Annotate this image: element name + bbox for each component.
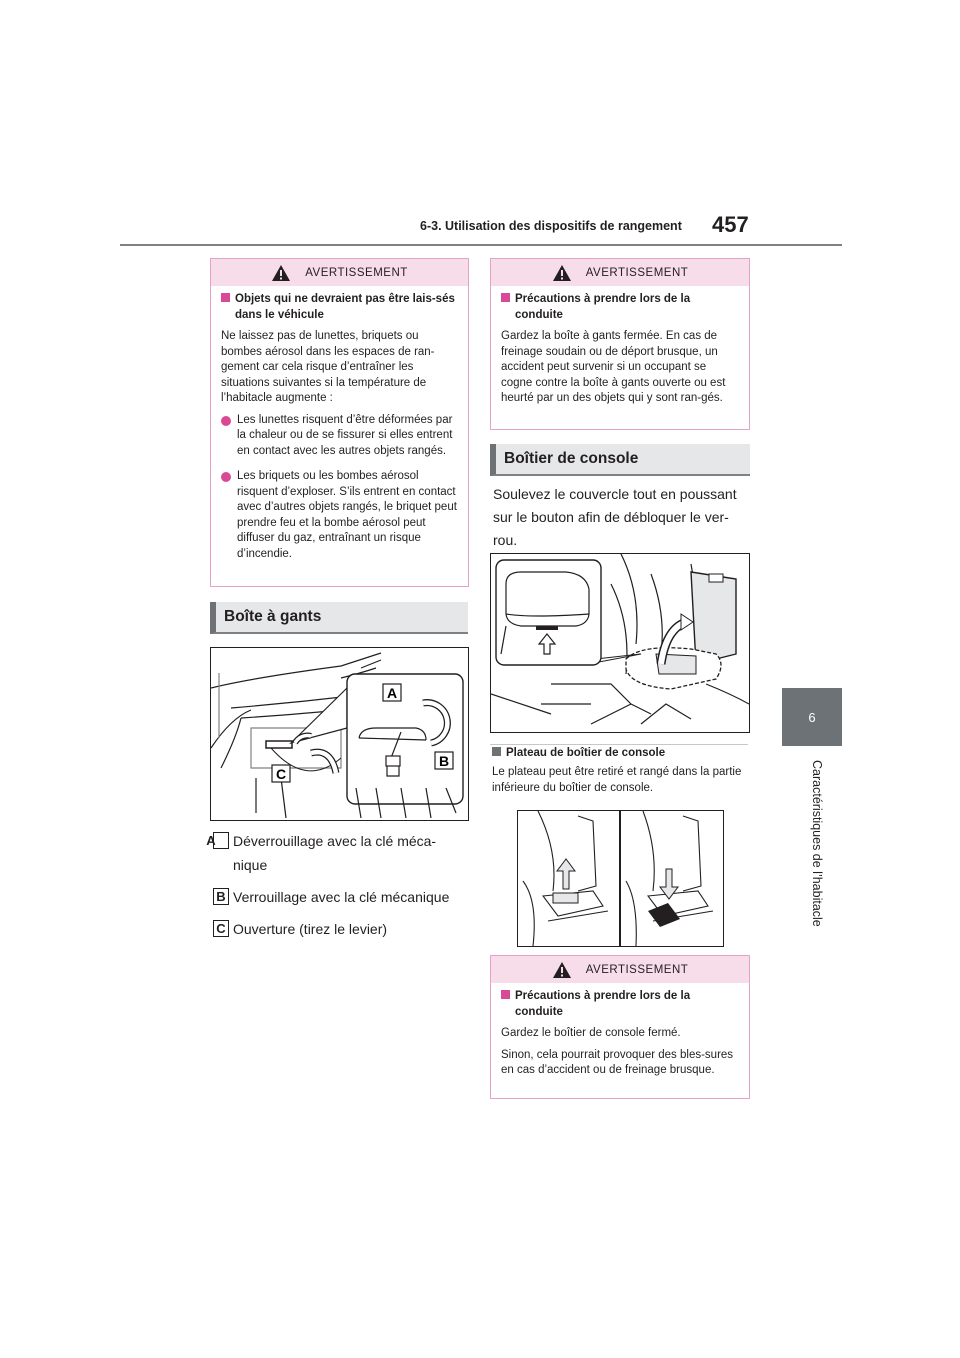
warning-label: AVERTISSEMENT (585, 266, 689, 279)
warning-text: Sinon, cela pourrait provoquer des bles-sures en cas d’accident ou de freinage brusque. (501, 1048, 734, 1076)
warning-header (491, 956, 749, 983)
warning-text: Gardez le boîtier de console fermé. (501, 1027, 681, 1039)
round-bullet-icon (221, 472, 231, 482)
header-rule (120, 244, 842, 246)
warning-triangle-icon (552, 961, 572, 979)
round-bullet-icon (221, 416, 231, 426)
warning-box-glovebox (490, 258, 750, 430)
warning-box-console (490, 955, 750, 1099)
page-number: 457 (712, 212, 749, 237)
warning-title: Objets qui ne devraient pas être lais-sés dans le véhicule (221, 292, 458, 323)
tray-title: Plateau de boîtier de console (492, 746, 750, 762)
console-illustration (490, 553, 750, 733)
glovebox-drawing (211, 648, 468, 820)
warning-label: AVERTISSEMENT (585, 963, 689, 976)
warning-triangle-icon (271, 264, 291, 282)
console-heading: Boîtier de console (490, 444, 750, 476)
warning-bullet: Les briquets ou les bombes aérosol risquent d’exploser. S’ils entrent en contact avec d’autres objets rangés, le briquet peut prendre feu et la bombe aérosol peut diffuser du gaz, entraînant un risque d’incendie. (221, 469, 458, 562)
warning-title: Précautions à prendre lors de la conduite (501, 292, 739, 323)
warning-header (211, 259, 468, 286)
tray-drawing (518, 811, 723, 946)
warning-bullet: Les lunettes risquent d’être déformées par la chaleur ou de se fissurer si elles entrent en contact avec les autres objets rangés. (221, 413, 458, 460)
warning-header (491, 259, 749, 286)
legend-key: B (213, 888, 229, 905)
square-bullet-icon (221, 293, 230, 302)
figure-label-a: A (386, 685, 398, 701)
glovebox-illustration (210, 647, 469, 821)
figure-label-c: C (275, 766, 287, 782)
figure-label-b: B (438, 753, 450, 769)
legend-item-c: C Ouverture (tirez le levier) (213, 917, 468, 941)
warning-box-objects (210, 258, 469, 587)
glovebox-legend (206, 829, 468, 941)
chapter-number: 6 (808, 709, 816, 725)
tray-illustration (517, 810, 724, 947)
tray-text: Le plateau peut être retiré et rangé dans la partie inférieure du boîtier de console. (492, 766, 742, 794)
warning-text: Gardez la boîte à gants fermée. En cas de freinage soudain ou de déport brusque, un accident peut survenir si un occupant se cogne contre la boîte à gants ouverte ou est heurté par un des objets qui y sont ran-gés. (501, 330, 726, 404)
console-intro: Soulevez le couvercle tout en poussant sur le bouton afin de débloquer le ver-rou. (493, 486, 737, 548)
chapter-tab (782, 688, 842, 746)
legend-item-b: B Verrouillage avec la clé mécanique (213, 885, 468, 909)
chapter-title: Caractéristiques de l’habitacle (810, 760, 824, 927)
divider-rule (490, 744, 748, 745)
glovebox-heading: Boîte à gants (210, 602, 468, 634)
legend-key: C (213, 920, 229, 937)
console-drawing (491, 554, 749, 732)
legend-item-a: A Déverrouillage avec la clé méca-nique (206, 833, 437, 873)
legend-key: A (213, 832, 229, 849)
warning-title: Précautions à prendre lors de la conduite (501, 989, 739, 1020)
warning-triangle-icon (552, 264, 572, 282)
warning-label: AVERTISSEMENT (305, 266, 408, 279)
square-bullet-icon (501, 293, 510, 302)
section-title: 6-3. Utilisation des dispositifs de rangement (420, 219, 682, 233)
square-bullet-icon (501, 990, 510, 999)
warning-intro: Ne laissez pas de lunettes, briquets ou bombes aérosol dans les espaces de ran-gement car cela risque d’entraîner les situations suivantes si la température de l’habitacle augmente : (221, 330, 435, 404)
square-bullet-icon (492, 747, 501, 756)
